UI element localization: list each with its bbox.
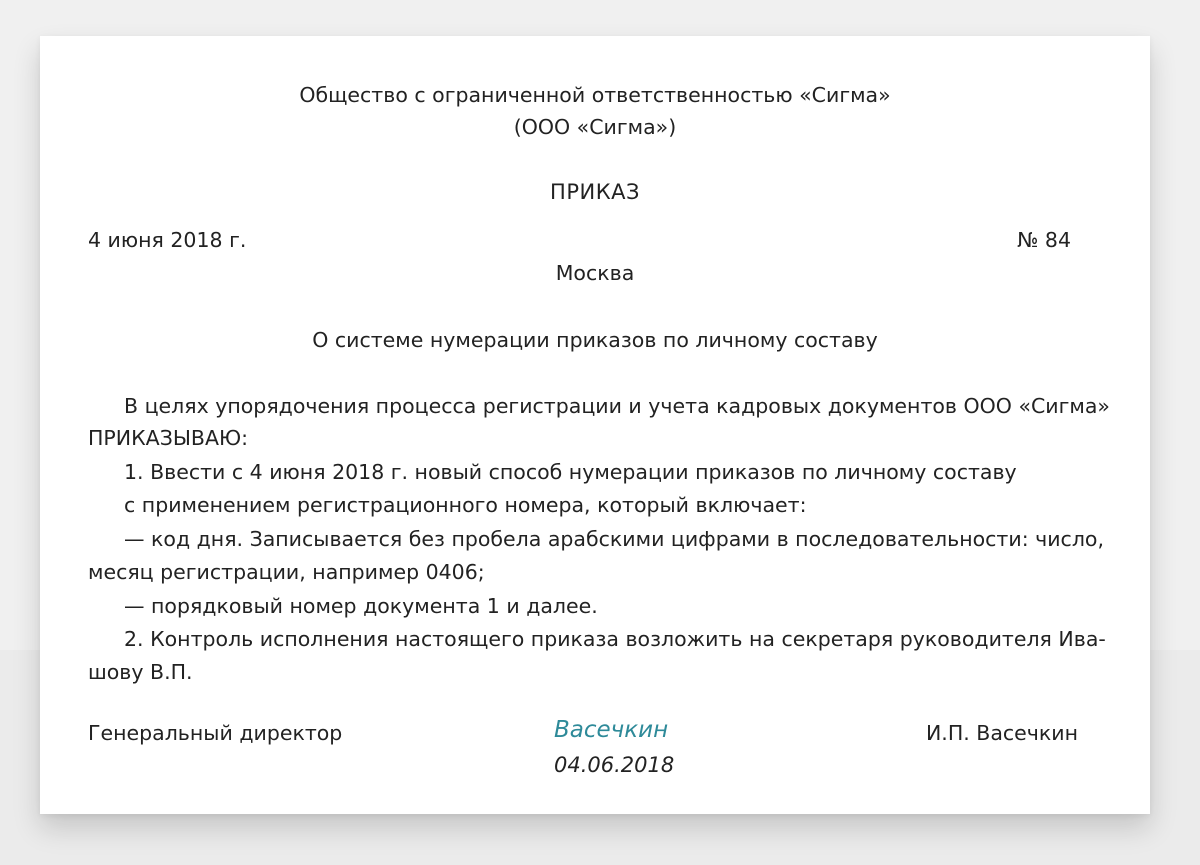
document-subject: О системе нумерации приказов по личному составу: [312, 328, 878, 352]
item-1-line-1: 1. Ввести с 4 июня 2018 г. новый способ нумерации приказов по личному составу: [124, 460, 1017, 484]
item-2-line-2: шову В.П.: [88, 660, 193, 684]
bullet-1-line-2: месяц регистрации, например 0406;: [88, 560, 485, 584]
order-word: ПРИКАЗЫВАЮ:: [88, 426, 249, 450]
document-type-title: ПРИКАЗ: [550, 180, 640, 204]
item-1-line-2: с применением регистрационного номера, который включает:: [124, 493, 807, 517]
signer-position: Генеральный директор: [88, 721, 343, 745]
item-2-line-1: 2. Контроль исполнения настоящего приказа возложить на секретаря руководителя Ива-: [124, 627, 1106, 651]
signature-date: 04.06.2018: [554, 753, 675, 777]
bullet-1-line-1: — код дня. Записывается без пробела арабскими цифрами в последовательности: число,: [124, 527, 1104, 551]
org-short-name: (ООО «Сигма»): [513, 115, 677, 139]
handwritten-signature: Васечкин: [554, 717, 669, 743]
bullet-2: — порядковый номер документа 1 и далее.: [124, 594, 598, 618]
org-full-name: Общество с ограниченной ответственностью «Сигма»: [299, 83, 891, 107]
preamble-text: В целях упорядочения процесса регистрации и учета кадровых документов ООО «Сигма»: [124, 394, 1110, 418]
signer-name: И.П. Васечкин: [925, 721, 1078, 745]
document-city: Москва: [555, 261, 635, 285]
document-date: 4 июня 2018 г.: [88, 228, 247, 252]
document-page: [40, 36, 1150, 814]
document-number: № 84: [1017, 228, 1071, 252]
